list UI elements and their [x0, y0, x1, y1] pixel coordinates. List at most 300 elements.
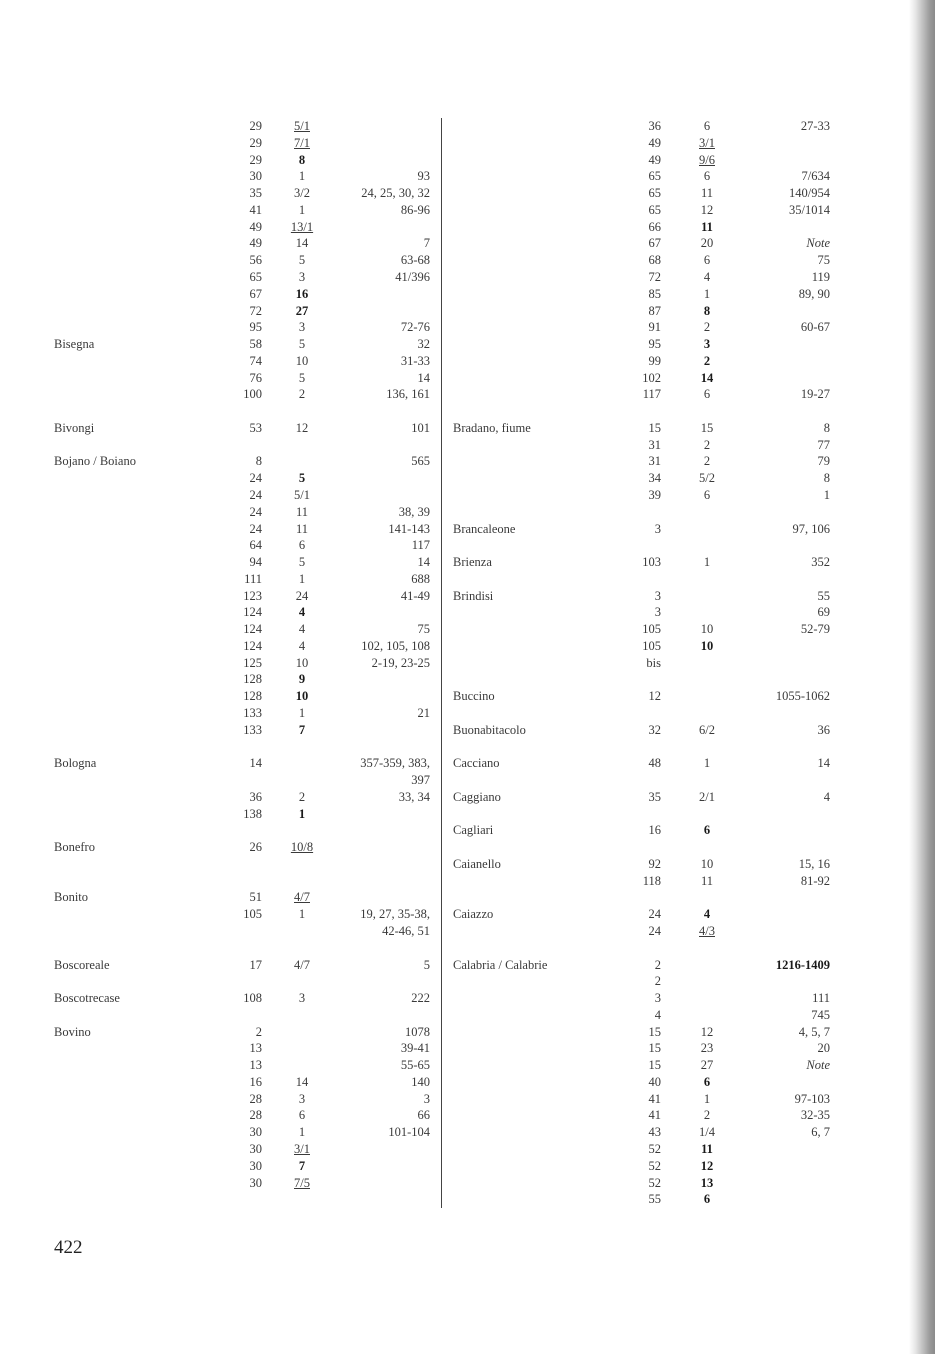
figure-number: 10 — [295, 353, 309, 368]
index-row — [0, 806, 935, 823]
index-row — [0, 688, 935, 705]
page-reference: 32-35 — [800, 1108, 830, 1123]
page-reference: 3 — [423, 1091, 430, 1106]
figure-number: 1 — [298, 806, 306, 821]
index-row — [0, 319, 935, 336]
volume-number: 36 — [249, 789, 262, 804]
figure-number: 11 — [295, 504, 309, 519]
place-name: Buccino — [453, 689, 495, 704]
page-reference: 36 — [817, 722, 830, 737]
index-row — [0, 537, 935, 554]
volume-number: 41 — [648, 1091, 661, 1106]
index-row — [0, 1057, 935, 1074]
volume-number: 103 — [642, 555, 661, 569]
figure-number: 3/2 — [294, 186, 310, 201]
figure-number: 6 — [703, 387, 711, 402]
volume-number: 58 — [249, 337, 262, 351]
page-reference: 111 — [812, 991, 830, 1005]
index-row — [0, 889, 935, 906]
page-reference: 397 — [411, 773, 430, 787]
volume-number: 91 — [648, 320, 661, 335]
volume-number: 24 — [249, 471, 262, 486]
volume-number: 30 — [249, 1142, 262, 1156]
figure-number: 12 — [700, 202, 714, 217]
figure-number: 6 — [298, 1108, 306, 1123]
page-reference: 19-27 — [800, 387, 830, 402]
index-row — [0, 118, 935, 135]
volume-number: 67 — [648, 236, 661, 251]
volume-number: 117 — [642, 387, 661, 402]
figure-number: 24 — [295, 588, 309, 603]
page-reference: 86-96 — [400, 202, 430, 217]
index-row — [0, 856, 935, 873]
figure-number: 14 — [295, 1074, 309, 1089]
figure-number: 11 — [701, 219, 713, 234]
figure-number: 3/1 — [699, 135, 715, 150]
volume-number: 41 — [249, 202, 262, 217]
page-reference: 93 — [417, 169, 430, 184]
figure-number: 7 — [298, 722, 306, 737]
figure-number: 4 — [703, 907, 711, 922]
figure-number: 11 — [700, 873, 714, 888]
volume-number: 15 — [648, 1041, 661, 1056]
volume-number: 28 — [249, 1091, 262, 1106]
place-name: Buonabitacolo — [453, 722, 526, 737]
figure-number: 1 — [298, 1125, 306, 1140]
volume-number: 29 — [249, 119, 262, 133]
volume-number: 124 — [243, 638, 262, 653]
index-row — [0, 621, 935, 638]
volume-number: 66 — [648, 219, 661, 234]
page-reference: 14 — [417, 370, 430, 385]
page-reference: 69 — [817, 605, 830, 620]
figure-number: 6 — [703, 1074, 711, 1089]
figure-number: 3 — [298, 1091, 306, 1106]
figure-number: 4/3 — [699, 924, 715, 938]
figure-number: 6 — [703, 1192, 711, 1207]
index-row — [0, 638, 935, 655]
figure-number: 1 — [298, 202, 306, 217]
figure-number: 2 — [703, 320, 711, 335]
figure-number: 11 — [701, 1142, 713, 1156]
place-name: Bovino — [54, 1024, 91, 1039]
figure-number: 9 — [298, 672, 306, 687]
volume-number: 52 — [648, 1158, 661, 1173]
index-row — [0, 1007, 935, 1024]
place-name: Bivongi — [54, 420, 95, 435]
page-reference: 97-103 — [794, 1091, 830, 1106]
page-reference: 357-359, 383, — [360, 756, 430, 771]
page-reference: 14 — [817, 756, 830, 771]
figure-number: 4 — [298, 638, 306, 653]
index-row — [0, 403, 935, 420]
page-reference: 39-41 — [400, 1041, 430, 1056]
volume-number: 24 — [648, 924, 661, 938]
volume-number: 128 — [243, 689, 262, 704]
volume-number: 102 — [642, 370, 661, 385]
page-reference: 79 — [817, 454, 830, 469]
volume-number: 30 — [249, 1175, 262, 1190]
figure-number: 14 — [295, 236, 309, 251]
volume-number: 30 — [249, 169, 262, 184]
volume-number: 35 — [648, 789, 661, 804]
volume-number: 118 — [642, 873, 661, 888]
page-reference: 97, 106 — [792, 521, 830, 536]
page-reference: 35/1014 — [789, 202, 830, 217]
index-row — [0, 168, 935, 185]
page-reference: 21 — [417, 705, 430, 720]
volume-number: 92 — [648, 856, 661, 871]
page-reference: 688 — [411, 571, 430, 586]
volume-number: 65 — [648, 186, 661, 201]
volume-number: 124 — [243, 622, 262, 637]
volume-number: 31 — [648, 437, 661, 452]
figure-number: 8 — [703, 303, 711, 318]
figure-number: 10 — [700, 622, 714, 637]
place-name: Bradano, fiume — [453, 420, 531, 435]
page-reference: Note — [806, 236, 830, 251]
place-name: Bonefro — [54, 840, 95, 855]
index-row — [0, 839, 935, 856]
page-reference: 2-19, 23-25 — [371, 655, 430, 670]
index-row — [0, 957, 935, 974]
volume-number: 65 — [249, 269, 262, 284]
figure-number: 14 — [700, 370, 714, 385]
figure-number: 11 — [295, 521, 309, 536]
figure-number: 12 — [295, 420, 309, 435]
figure-number: 5/2 — [699, 471, 715, 486]
page-reference: 55-65 — [400, 1058, 430, 1073]
volume-number: 133 — [243, 705, 262, 720]
volume-number: 105 — [642, 638, 661, 653]
place-name: Bonito — [54, 890, 89, 905]
index-row — [0, 152, 935, 169]
index-row — [0, 973, 935, 990]
figure-number: 3/1 — [294, 1142, 310, 1156]
figure-number: 4 — [298, 605, 306, 620]
page-reference: 89, 90 — [798, 286, 830, 301]
index-row — [0, 990, 935, 1007]
figure-number: 1/4 — [699, 1125, 715, 1140]
figure-number: 13/1 — [290, 219, 314, 234]
index-row — [0, 286, 935, 303]
page-reference: 101 — [411, 420, 430, 435]
volume-number: 35 — [249, 186, 262, 201]
page-number: 422 — [54, 1237, 83, 1258]
page-reference: 119 — [811, 269, 830, 284]
page-reference: 8 — [823, 420, 830, 435]
page-reference: 41-49 — [400, 588, 430, 603]
page-reference: 1216-1409 — [775, 957, 830, 972]
figure-number: 1 — [703, 756, 711, 771]
index-row — [0, 521, 935, 538]
figure-number: 6 — [703, 169, 711, 184]
figure-number: 12 — [700, 1158, 714, 1173]
figure-number: 2/1 — [699, 789, 715, 804]
volume-number: 72 — [648, 269, 661, 284]
index-row — [0, 470, 935, 487]
index-row — [0, 487, 935, 504]
place-name: Bisegna — [54, 337, 95, 351]
page-reference: 52-79 — [800, 622, 830, 637]
figure-number: 1 — [298, 907, 306, 922]
index-row — [0, 370, 935, 387]
volume-number: 16 — [249, 1074, 262, 1089]
index-row — [0, 1091, 935, 1108]
figure-number: 16 — [295, 286, 309, 301]
volume-number: 99 — [648, 353, 661, 368]
volume-number: 24 — [648, 907, 661, 922]
place-name: Caiazzo — [453, 907, 494, 922]
volume-number: 2 — [654, 974, 661, 989]
place-name: Bojano / Boiano — [54, 454, 136, 469]
volume-number: 40 — [648, 1074, 661, 1089]
page-reference: 41/396 — [395, 269, 430, 284]
volume-number: 49 — [648, 152, 661, 167]
volume-number: 105 — [243, 907, 262, 922]
volume-number: 124 — [243, 605, 262, 620]
index-row — [0, 822, 935, 839]
volume-number: 138 — [243, 806, 262, 821]
page-reference: 4 — [823, 789, 830, 804]
page-reference: 60-67 — [800, 320, 830, 335]
volume-number: 39 — [648, 487, 661, 502]
index-row — [0, 437, 935, 454]
page-reference: 81-92 — [800, 873, 830, 888]
index-row — [0, 923, 935, 940]
index-row — [0, 671, 935, 688]
figure-number: 1 — [703, 1091, 711, 1106]
figure-number: 20 — [700, 236, 714, 251]
volume-number: 13 — [249, 1058, 262, 1073]
page-reference: 101-104 — [388, 1125, 430, 1140]
volume-number: 56 — [249, 253, 262, 268]
volume-number: 3 — [654, 605, 661, 620]
index-row — [0, 235, 935, 252]
volume-number: 74 — [249, 353, 262, 368]
figure-number: 12 — [700, 1024, 714, 1039]
volume-number: 13 — [249, 1041, 262, 1056]
page-reference: 75 — [417, 622, 430, 637]
index-row — [0, 386, 935, 403]
page-reference: 77 — [817, 437, 830, 452]
index-row — [0, 1024, 935, 1041]
figure-number: 2 — [703, 353, 711, 368]
index-row — [0, 554, 935, 571]
index-row — [0, 1107, 935, 1124]
page-reference: 565 — [411, 454, 430, 469]
page-reference: 7/634 — [801, 169, 830, 184]
figure-number: 4 — [703, 269, 711, 284]
page-reference: 102, 105, 108 — [361, 638, 430, 653]
figure-number: 2 — [703, 454, 711, 469]
page-reference: 19, 27, 35-38, — [360, 907, 430, 922]
volume-number: 16 — [648, 823, 661, 838]
place-name: Calabria / Calabrie — [453, 957, 548, 972]
volume-number: 41 — [648, 1108, 661, 1123]
figure-number: 7/5 — [294, 1175, 310, 1190]
index-row — [0, 219, 935, 236]
volume-number: 14 — [249, 756, 262, 771]
index-row — [0, 353, 935, 370]
volume-number: 36 — [648, 119, 661, 133]
figure-number: 5 — [298, 471, 306, 486]
figure-number: 1 — [298, 705, 306, 720]
figure-number: 4/7 — [294, 890, 310, 905]
figure-number: 3 — [298, 320, 306, 335]
volume-number: 108 — [243, 991, 262, 1005]
figure-number: 1 — [703, 286, 711, 301]
figure-number: 9/6 — [699, 152, 715, 167]
volume-number: 72 — [249, 303, 262, 318]
volume-number: 49 — [249, 219, 262, 234]
volume-number: 4 — [654, 1007, 661, 1022]
volume-number: 30 — [249, 1158, 262, 1173]
figure-number: 3 — [703, 337, 711, 351]
volume-number: 51 — [249, 890, 262, 905]
volume-number: 28 — [249, 1108, 262, 1123]
page-reference: 1 — [823, 487, 830, 502]
volume-number: 128 — [243, 672, 262, 687]
figure-number: 10 — [295, 689, 309, 704]
figure-number: 3 — [298, 991, 306, 1005]
page-reference: 117 — [411, 538, 430, 553]
volume-number: 85 — [648, 286, 661, 301]
page-reference: 63-68 — [400, 253, 430, 268]
index-row — [0, 252, 935, 269]
page-reference: 33, 34 — [398, 789, 430, 804]
volume-number: 123 — [243, 588, 262, 603]
volume-number: 100 — [243, 387, 262, 402]
page-reference: 1055-1062 — [775, 689, 830, 704]
index-row — [0, 202, 935, 219]
volume-number: 48 — [648, 756, 661, 771]
volume-number: 24 — [249, 521, 262, 536]
volume-number: 53 — [249, 420, 262, 435]
page-reference: 75 — [817, 253, 830, 268]
volume-number: 52 — [648, 1142, 661, 1156]
page-reference: Note — [806, 1058, 830, 1073]
volume-number: 94 — [249, 555, 262, 569]
volume-number: 125 — [243, 655, 262, 670]
place-name: Caggiano — [453, 789, 501, 804]
figure-number: 6/2 — [699, 722, 715, 737]
place-name: Brienza — [453, 555, 492, 569]
figure-number: 5/1 — [294, 487, 310, 502]
volume-number: 65 — [648, 202, 661, 217]
figure-number: 6 — [298, 538, 306, 553]
page-reference: 6, 7 — [811, 1125, 830, 1140]
figure-number: 5 — [298, 555, 306, 569]
volume-number: 55 — [648, 1192, 661, 1207]
figure-number: 2 — [703, 437, 711, 452]
figure-number: 13 — [700, 1175, 714, 1190]
figure-number: 4 — [298, 622, 306, 637]
figure-number: 4/7 — [294, 957, 310, 972]
place-name: Caianello — [453, 856, 501, 871]
volume-number: 87 — [648, 303, 661, 318]
book-spine-shadow — [909, 0, 935, 1354]
volume-number: 43 — [648, 1125, 661, 1140]
volume-number: 34 — [648, 471, 661, 486]
index-row — [0, 504, 935, 521]
index-row — [0, 655, 935, 672]
volume-number: 111 — [244, 571, 262, 586]
figure-number: 8 — [298, 152, 306, 167]
index-row — [0, 336, 935, 353]
index-row — [0, 873, 935, 890]
volume-number: 15 — [648, 1024, 661, 1039]
volume-number: 26 — [249, 840, 262, 855]
figure-number: 2 — [298, 789, 306, 804]
page-reference: 32 — [417, 337, 430, 351]
figure-number: 23 — [700, 1041, 714, 1056]
volume-number: 2 — [255, 1024, 262, 1039]
page-reference: 20 — [817, 1041, 830, 1056]
figure-number: 6 — [703, 253, 711, 268]
volume-number: 3 — [654, 991, 661, 1005]
place-name: Brindisi — [453, 588, 494, 603]
page-reference: 66 — [417, 1108, 430, 1123]
page-reference: 745 — [811, 1007, 830, 1022]
volume-number: 76 — [249, 370, 262, 385]
figure-number: 3 — [298, 269, 306, 284]
index-row — [0, 269, 935, 286]
figure-number: 27 — [700, 1058, 714, 1073]
index-row — [0, 906, 935, 923]
page-reference: 352 — [811, 555, 830, 569]
index-row — [0, 135, 935, 152]
volume-number: 3 — [654, 521, 661, 536]
volume-number: 24 — [249, 487, 262, 502]
figure-number: 6 — [703, 487, 711, 502]
page-reference: 222 — [411, 991, 430, 1005]
index-row — [0, 588, 935, 605]
page-reference: 24, 25, 30, 32 — [361, 186, 430, 201]
figure-number: 5/1 — [294, 119, 310, 133]
index-row — [0, 789, 935, 806]
page-reference: 8 — [823, 471, 830, 486]
figure-number: 6 — [703, 823, 711, 838]
figure-number: 10 — [700, 856, 714, 871]
page-reference: 1078 — [405, 1024, 430, 1039]
index-row — [0, 604, 935, 621]
volume-number: bis — [646, 655, 661, 670]
page-reference: 5 — [423, 957, 430, 972]
index-row — [0, 303, 935, 320]
page-reference: 27-33 — [800, 119, 830, 133]
figure-number: 15 — [700, 420, 714, 435]
index-row — [0, 739, 935, 756]
volume-number: 49 — [648, 135, 661, 150]
volume-number: 8 — [255, 454, 262, 469]
volume-number: 24 — [249, 504, 262, 519]
volume-number: 30 — [249, 1125, 262, 1140]
volume-number: 2 — [654, 957, 661, 972]
figure-number: 2 — [298, 387, 306, 402]
index-row — [0, 1191, 935, 1208]
volume-number: 29 — [249, 135, 262, 150]
page-reference: 42-46, 51 — [382, 924, 430, 938]
place-name: Brancaleone — [453, 521, 516, 536]
index-row — [0, 1175, 935, 1192]
figure-number: 6 — [703, 119, 711, 133]
volume-number: 68 — [648, 253, 661, 268]
index-row — [0, 705, 935, 722]
volume-number: 32 — [648, 722, 661, 737]
figure-number: 5 — [298, 370, 306, 385]
figure-number: 2 — [703, 1108, 711, 1123]
